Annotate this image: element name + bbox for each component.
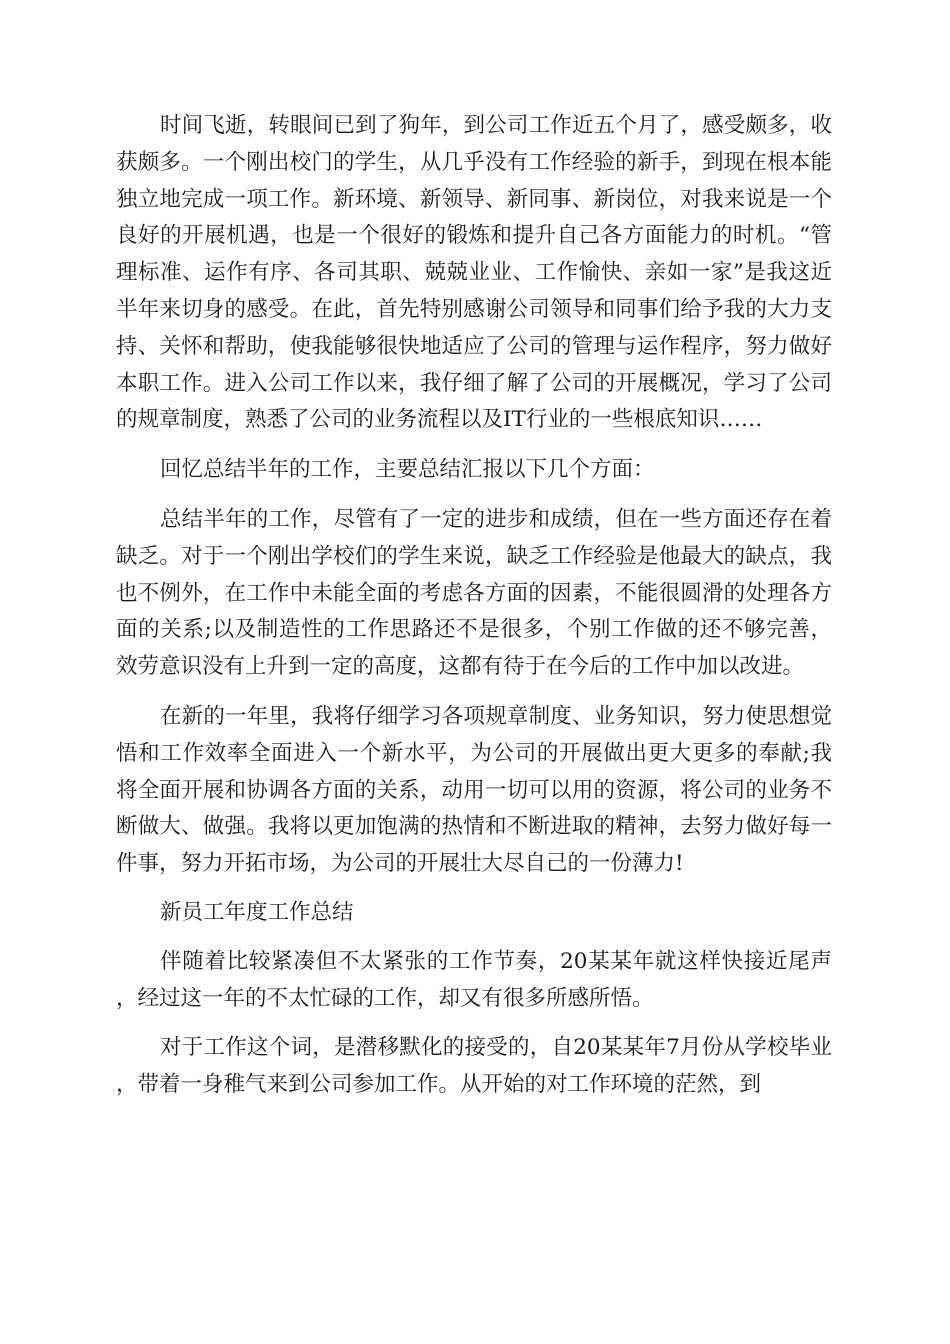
paragraph-year-end: 伴随着比较紧凑但不太紧张的工作节奏，20某某年就这样快接近尾声，经过这一年的不太忙碌的工作，却又有很多所感所悟。 [116, 948, 832, 1011]
paragraph-work-start: 对于工作这个词，是潜移默化的接受的，自20某某年7月份从学校毕业，带着一身稚气来到公司参加工作。从开始的对工作环境的茫然，到 [116, 1035, 832, 1098]
paragraph-review-heading: 回忆总结半年的工作，主要总结汇报以下几个方面： [160, 457, 655, 483]
paragraph-intro: 时间飞逝，转眼间已到了狗年，到公司工作近五个月了，感受颇多，收获颇多。一个刚出校门的学生，从几乎没有工作经验的新手，到现在根本能独立地完成一项工作。新环境、新领导、新同事、新岗位，对我来说是一个良好的开展机遇，也是一个很好的锻炼和提升自己各方面能力的时机。“管理标准、运作有序、各司其职、兢兢业业、工作愉快、亲如一家”是我这近半年来切身的感受。在此，首先特别感谢公司领导和同事们给予我的大力支持、关怀和帮助，使我能够很快地适应了公司的管理与运作程序，努力做好本职工作。进入公司工作以来，我仔细了解了公司的开展概况，学习了公司的规章制度，熟悉了公司的业务流程以及IT行业的一些根底知识…… [116, 113, 832, 433]
document-body [116, 108, 832, 1104]
section-title-annual-summary: 新员工年度工作总结 [160, 899, 354, 925]
paragraph-new-year-plan: 在新的一年里，我将仔细学习各项规章制度、业务知识，努力使思想觉悟和工作效率全面进入一个新水平，为公司的开展做出更大更多的奉献;我将全面开展和协调各方面的关系，动用一切可以用的资源，将公司的业务不断做大、做强。我将以更加饱满的热情和不断进取的精神，去努力做好每一件事，努力开拓市场，为公司的开展壮大尽自己的一份薄力! [116, 703, 832, 877]
paragraph-shortcomings: 总结半年的工作，尽管有了一定的进步和成绩，但在一些方面还存在着缺乏。对于一个刚出学校们的学生来说，缺乏工作经验是他最大的缺点，我也不例外，在工作中未能全面的考虑各方面的因素，不能很圆滑的处理各方面的关系;以及制造性的工作思路还不是很多，个别工作做的还不够完善，效劳意识没有上升到一定的高度，这都有待于在今后的工作中加以改进。 [116, 506, 832, 680]
